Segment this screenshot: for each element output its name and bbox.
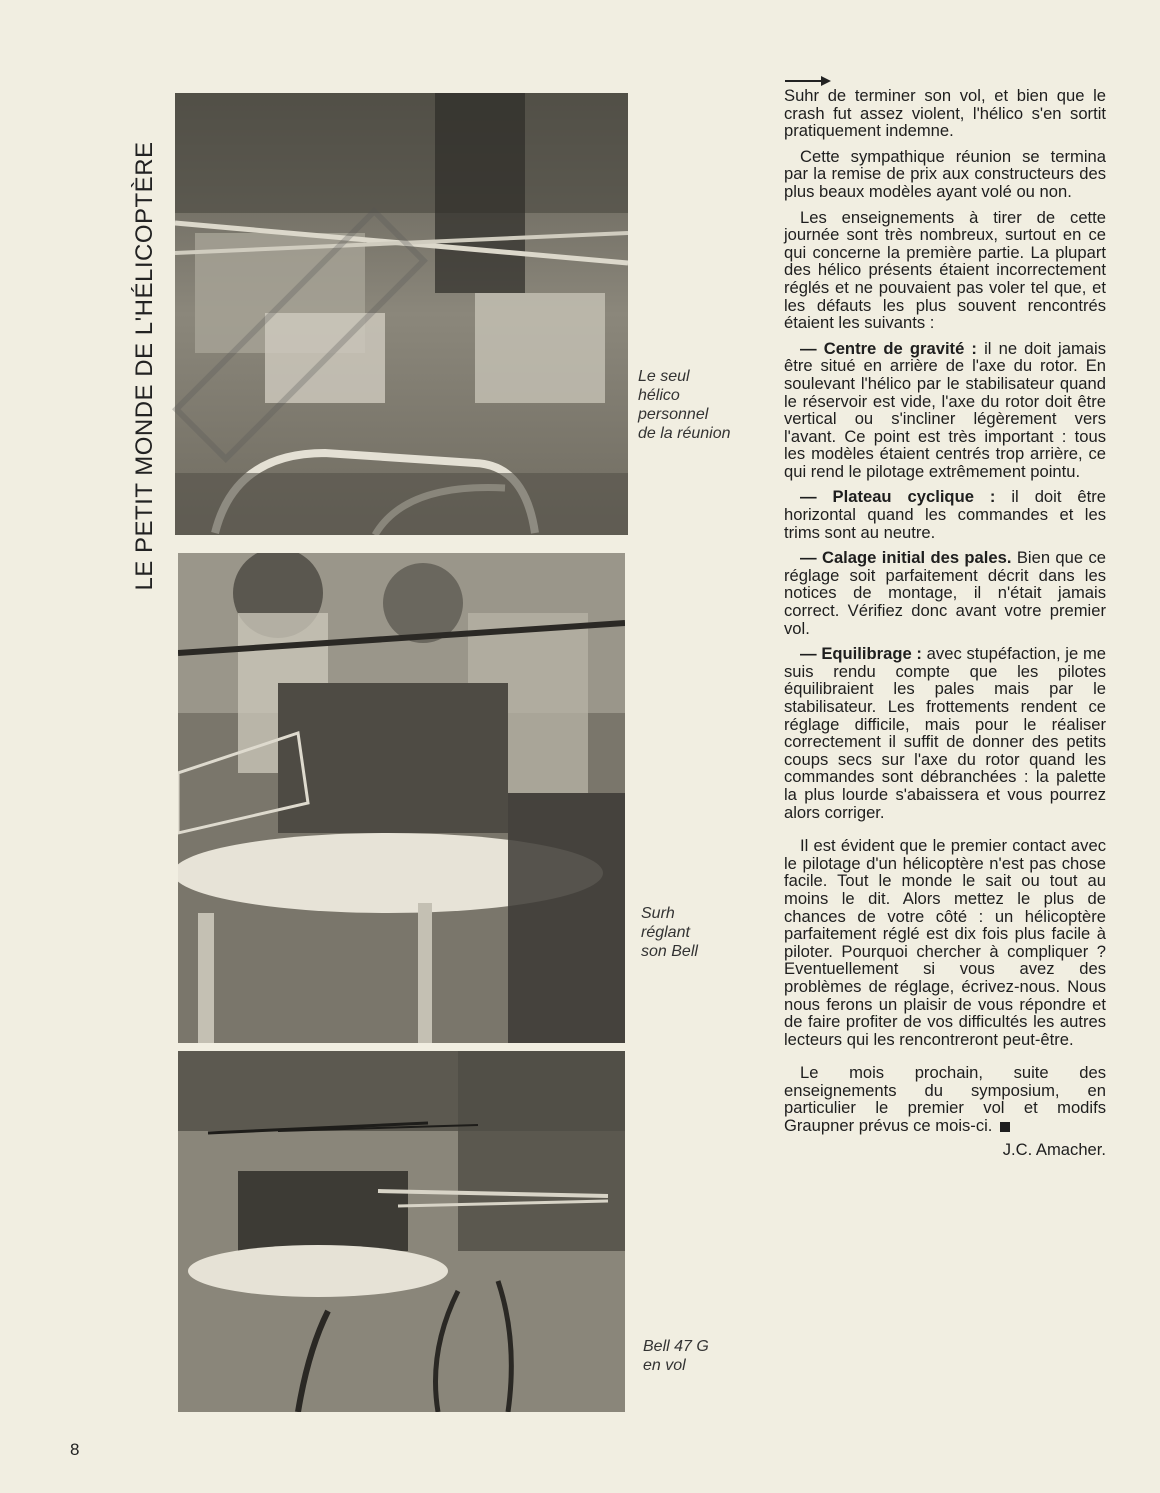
page-title — [130, 88, 160, 643]
paragraph-heading: — Plateau cyclique : — [800, 487, 996, 507]
caption-line: son Bell — [641, 943, 698, 960]
paragraph-body: avec stupéfaction, je me suis rendu compte que les pilotes équilibraient les pales mais par le stabilisateur. Les frottements rendent ce réglage difficile, mais pour le réaliser correctement il suffit de donner des petits coups secs sur l'axe du rotor quand les commandes sont débranchées : la palette la plus lourde s'abaissera et vous pourrez alors corriger. — [784, 644, 1106, 822]
paragraph: Les enseignements à tirer de cette journée sont très nombreux, surtout en ce qui concerne la première partie. La plupart des hélico présents étaient incorrectement réglés et ne pouvaient pas voler tel que, et les défauts les plus souvent rencontrés étaient les suivants : — [784, 207, 1106, 333]
caption-line: Bell 47 G — [643, 1338, 709, 1355]
photo-personal-helicopter — [175, 93, 628, 535]
photo-surh-adjusting-bell — [178, 553, 625, 1043]
paragraph: Cette sympathique réunion se termina par la remise de prix aux constructeurs des plus beaux modèles ayant volé ou non. — [784, 146, 1106, 201]
page-title-text: LE PETIT MONDE DE L'HÉLICOPTÈRE — [131, 140, 158, 591]
photo-bell-47g-in-flight — [178, 1051, 625, 1412]
paragraph-calage — [784, 549, 1106, 637]
caption-photo-3 — [643, 1337, 763, 1375]
end-of-article-icon — [1000, 1122, 1010, 1132]
paragraph-heading: — Centre de gravité : — [800, 338, 977, 358]
paragraph-centre-de-gravite — [784, 340, 1106, 481]
caption-line: réglant — [641, 924, 690, 941]
caption-line: personnel — [638, 406, 709, 423]
caption-line: de la réunion — [638, 425, 731, 442]
caption-photo-1 — [638, 367, 758, 443]
caption-line: en vol — [643, 1357, 686, 1374]
author-signature: J.C. Amacher. — [1002, 1139, 1106, 1159]
paragraph-body: Le mois prochain, suite des enseignements du symposium, en particulier le premier vol et modifs Graupner prévus ce mois-ci. — [784, 1063, 1106, 1136]
paragraph-body: Bien que ce réglage soit parfaitement décrit dans les notices de montage, il n'était jamais correct. Vérifiez donc avant votre premier vol. — [784, 548, 1106, 638]
paragraph-heading: — Equilibrage : — [800, 644, 922, 664]
caption-line: Le seul — [638, 368, 690, 385]
paragraph: Suhr de terminer son vol, et bien que le crash fut assez violent, l'hélico s'en sortit pratiquement indemne. — [784, 86, 1106, 141]
paragraph-closing — [784, 1064, 1106, 1134]
paragraph: Il est évident que le premier contact avec le pilotage d'un hélicoptère n'est pas chose facile. Tout le monde le sait ou tout au moins le dit. Alors mettez le plus de chances de votre côté : un hélicoptère parfaitement réglé est dix fois plus facile à piloter. Pourquoi chercher à compliquer ? Eventuellement si vous avez des problèmes de réglage, écrivez-nous. Nous nous ferons un plaisir de vous répondre et de faire profiter de vos difficultés les autres lecteurs qui les rencontreront peut-être. — [784, 836, 1106, 1049]
paragraph-body: il ne doit jamais être situé en arrière de l'axe du rotor. En soulevant l'hélico par le stabilisateur quand le réservoir est vide, l'axe du rotor doit être vertical ou s'incliner légèrement vers l'avant. Ce point est très important : tous les modèles étaient centrés trop arrière, ce qui rend le pilotage extrêmement pointu. — [784, 338, 1106, 481]
page-number: 8 — [70, 1440, 80, 1459]
paragraph-body: il doit être horizontal quand les commandes et les trims sont au neutre. — [784, 487, 1106, 542]
caption-line: hélico — [638, 387, 680, 404]
caption-photo-2 — [641, 904, 761, 961]
paragraph-heading: — Calage initial des pales. — [800, 548, 1012, 568]
paragraph-plateau-cyclique — [784, 488, 1106, 541]
article-column — [784, 87, 1106, 1158]
paragraph-equilibrage — [784, 645, 1106, 821]
caption-line: Surh — [641, 905, 675, 922]
